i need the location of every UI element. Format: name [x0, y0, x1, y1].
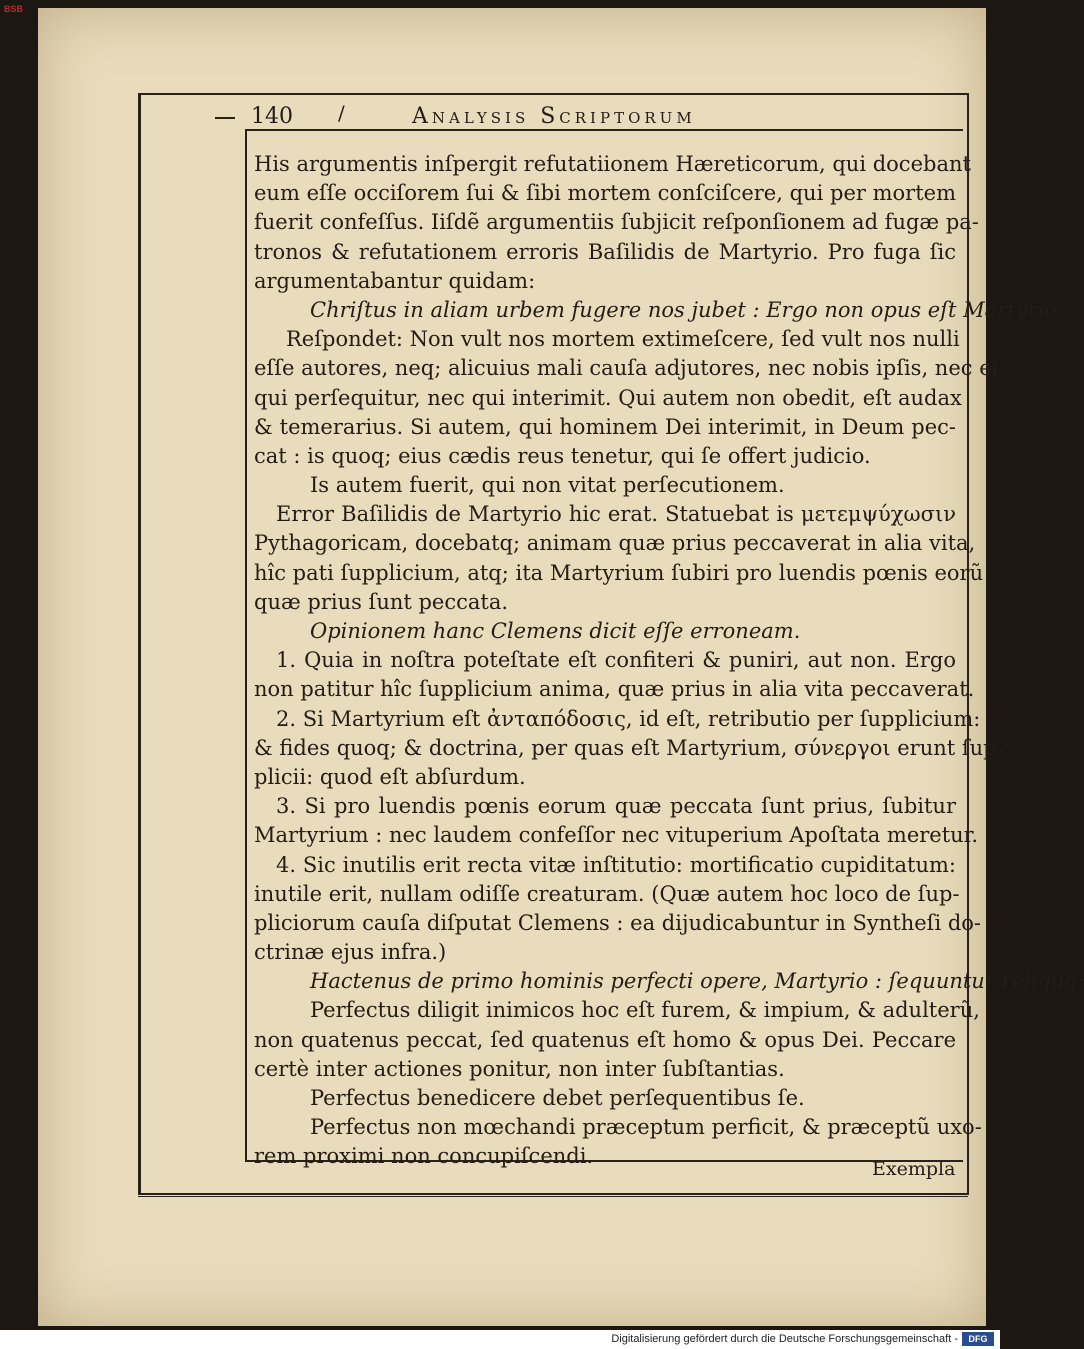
text-line: Perfectus non mœchandi præceptum perficit, & præceptũ uxo- [310, 1115, 982, 1140]
text-line: Martyrium : nec laudem confeſſor nec vituperium Apoſtata meretur. [254, 823, 979, 848]
text-line: plicii: quod eſt abſurdum. [254, 764, 526, 789]
text-line: eſſe autores, neq; alicuius mali cauſa adjutores, nec nobis ipſis, nec ei [254, 356, 999, 381]
funding-credit: Digitalisierung gefördert durch die Deutsche Forschungsgemeinschaft - [611, 1333, 958, 1345]
text-line: cat : is quoq; eius cædis reus tenetur, qui ſe offert judicio. [254, 443, 871, 468]
text-line: certè inter actiones ponitur, non inter ſubſtantias. [254, 1056, 785, 1081]
text-line: 1. Quia in noſtra poteſtate eſt confiteri & puniri, aut non. Ergo [276, 648, 956, 673]
library-mark: BSB [4, 4, 24, 14]
text-line: Perfectus diligit inimicos hoc eſt furem, & impium, & adulterũ, [310, 998, 980, 1023]
text-line: pliciorum cauſa diſputat Clemens : ea dijudicabuntur in Syntheſi do- [254, 910, 982, 935]
text-line: Is autem fuerit, qui non vitat perſecutionem. [310, 473, 785, 498]
body-text [254, 150, 1084, 1172]
margin-dash [215, 117, 235, 119]
text-line: His argumentis inſpergit refutatiionem Hæreticorum, qui docebant [254, 152, 971, 176]
text-line: 2. Si Martyrium eſt ἀνταπόδοσις, id eſt, retributio per ſupplicium: [276, 706, 981, 731]
text-line: Pythagoricam, docebatq; animam quæ prius peccaverat in alia vita, [254, 531, 976, 556]
text-line: Chriſtus in aliam urbem fugere nos jubet : Ergo non opus eſt Martyrio. [310, 297, 1064, 322]
text-line: eum eſſe occiſorem ſui & ſibi mortem conſciſcere, qui per mortem [254, 181, 956, 206]
text-line: argumentabantur quidam: [254, 268, 536, 293]
catchword: Exempla [872, 1158, 956, 1180]
text-line: tronos & refutationem erroris Baſilidis de Martyrio. Pro fuga ſic [254, 239, 956, 264]
text-line: hîc pati ſupplicium, atq; ita Martyrium ſubiri pro luendis pœnis eorũ [254, 560, 984, 585]
text-line: Hactenus de primo hominis perfecti opere, Martyrio : ſequuntur reliqua: [310, 969, 1084, 994]
text-line: & fides quoq; & doctrina, per quas eſt Martyrium, σύνεργοι erunt ſup- [254, 735, 1004, 760]
dfg-logo: DFG [962, 1332, 994, 1346]
text-line: fuerit confeſſus. Iiſdẽ argumentiis ſubjicit reſponſionem ad fugæ pa- [254, 210, 979, 235]
text-line: quæ prius ſunt peccata. [254, 589, 509, 614]
text-line: Opinionem hanc Clemens dicit eſſe erroneam. [310, 619, 801, 643]
page-number: 140 [251, 104, 293, 129]
text-line: non patitur hîc ſupplicium anima, quæ prius in alia vita peccaverat. [254, 677, 975, 702]
text-line: Reſpondet: Non vult nos mortem extimeſcere, ſed vult nos nulli [286, 327, 960, 352]
text-line: qui perſequitur, nec qui interimit. Qui autem non obedit, eſt audax [254, 385, 962, 410]
text-line: Error Baſilidis de Martyrio hic erat. Statuebat is μετεμψύχωσιν [276, 502, 956, 527]
running-title: Analysis Scriptorum [412, 104, 696, 129]
footer-bar [0, 1330, 1000, 1349]
text-line: rem proximi non concupiſcendi. [254, 1144, 594, 1169]
text-line: 3. Si pro luendis pœnis eorum quæ peccata ſunt prius, ſubitur [276, 794, 956, 819]
bottom-rule [138, 1196, 968, 1197]
header-rule [245, 129, 963, 131]
header-tick: / [338, 101, 345, 125]
text-line: & temerarius. Si autem, qui hominem Dei interimit, in Deum pec- [254, 414, 956, 439]
text-line: inutile erit, nullam odiſſe creaturam. (Quæ autem hoc loco de ſup- [254, 881, 960, 906]
text-line: ctrinæ ejus infra.) [254, 940, 447, 965]
text-line: Perfectus benedicere debet perſequentibus ſe. [310, 1086, 805, 1110]
text-line: 4. Sic inutilis erit recta vitæ inſtitutio: mortificatio cupiditatum: [276, 852, 956, 877]
text-line: non quatenus peccat, ſed quatenus eſt homo & opus Dei. Peccare [254, 1027, 956, 1052]
